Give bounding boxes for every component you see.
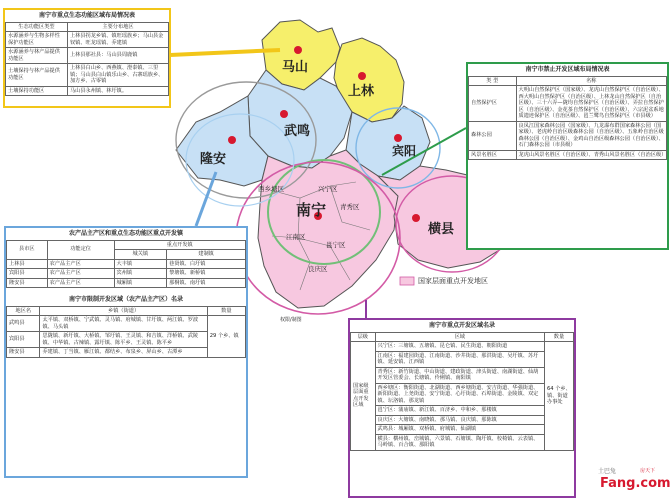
- table-cell: 上林县那社县：马山县周鹿镇: [67, 48, 168, 64]
- table-row: [6, 48, 169, 64]
- table-cell: 青秀区：新竹街道、中山街道、建政街道、津头街道、南湖街道、仙葫开发区管委会、长塘镇、伶俐镇、南阳镇: [375, 367, 544, 383]
- table-cell: 黎塘镇、新桥镇: [167, 269, 246, 279]
- table-cell: 横县：横州镇、峦城镇、六景镇、石塘镇、陶圩镇、校椅镇、云表镇、马岭镇、百合镇、那阳镇: [375, 434, 544, 450]
- table-header: 生态功能区类型: [6, 22, 68, 32]
- table-cell: 上林县: [7, 259, 48, 269]
- table-cell: 土壤保持与林产品提供功能区: [6, 64, 68, 87]
- table-row: [351, 383, 574, 406]
- table-cell: 水源涵养与生物多样性保护功能区: [6, 32, 68, 48]
- table-cell: 森林公园: [469, 121, 517, 150]
- table-row: [351, 367, 574, 383]
- table-header: 乡镇（街道）: [40, 306, 207, 316]
- table-cell: 巷贤镇、白圩镇: [167, 259, 246, 269]
- table-cell: 龙虎山风景名胜区（自治区级）、青秀山风景名胜区（自治区级）: [516, 150, 666, 160]
- table-row: [7, 259, 246, 269]
- leader-agri: [196, 172, 216, 226]
- label-hengxian: 横县: [428, 222, 455, 237]
- table-cell: 29 个乡、镇: [207, 316, 245, 358]
- watermark-small: 土巴兔: [598, 468, 617, 475]
- table-cell: 风景名胜区: [469, 150, 517, 160]
- table-cell: 兴宁区：三塘镇、五塘镇、昆仑镇、民生街道、朝阳街道: [375, 342, 544, 352]
- table-cell: 宾阳县: [7, 269, 48, 279]
- table-cell: 西乡塘区：衡阳街道、北湖街道、西乡塘街道、安吉街道、华强街道、新阳街道、上尧街道、安宁街道、心圩街道、石埠街道、金陵镇、双定镇、坛洛镇、那龙镇: [375, 383, 544, 406]
- table-header: 名称: [516, 76, 666, 86]
- table-header: 区域: [375, 332, 544, 342]
- table-cell: 上林县拐龙乡镇、镇旺瑶族乡；马山县金钗镇、旺龙瑶镇、乔建镇: [67, 32, 168, 48]
- panel-key-table: [350, 332, 574, 451]
- table-cell: 武鸣县: [7, 316, 40, 332]
- table-header: 城关镇: [114, 250, 167, 260]
- panel-agri-table2: [6, 306, 246, 358]
- table-cell: 宾阳县: [7, 332, 40, 348]
- table-cell: 思陇镇、新圩镇、大桥镇、邹圩镇、王灵镇、和吉镇、洋桥镇、武陵镇、中华镇、古辣镇、露圩镇、陈平乡、王灵镇、陈平乡: [40, 332, 207, 348]
- panel-ecology: [3, 8, 171, 108]
- label-shanglin: 上林: [348, 84, 375, 99]
- table-cell: 隆安县: [7, 348, 40, 358]
- table-header: 类 型: [469, 76, 517, 86]
- table-cell: 武鸣县：城厢镇、双桥镇、府城镇、仙湖镇: [375, 425, 544, 435]
- panel-forbidden: [466, 62, 669, 250]
- label-yongning: 邕宁区: [326, 241, 346, 249]
- table-cell: 农产品主产区: [47, 278, 114, 288]
- label-jiangnan: 江南区: [286, 233, 306, 241]
- panel-ecology-table: [5, 22, 169, 97]
- label-qingxiu: 青秀区: [340, 203, 360, 211]
- legend-label: 国家层面重点开发地区: [418, 277, 488, 285]
- label-longan: 隆安: [200, 152, 227, 167]
- table-row: [351, 342, 574, 352]
- table-row: [351, 425, 574, 435]
- table-row: [6, 86, 169, 96]
- table-header: 功能定位: [47, 240, 114, 259]
- table-cell: 上林县白山乡、西燕镇、澄泰镇、三里镇；马山县白山镇乐山乡、古寨瑶族乡、加方乡、古零镇: [67, 64, 168, 87]
- annotation-label: 权限/制图: [280, 317, 302, 323]
- table-row: [469, 150, 667, 160]
- panel-ecology-title: 南宁市重点生态功能区域布局情况表: [38, 12, 135, 19]
- table-cell: 国家级层面重点开发区域: [351, 342, 376, 451]
- table-row: [6, 32, 169, 48]
- table-cell: 农产品主产区: [47, 269, 114, 279]
- panel-agri: [4, 226, 248, 478]
- table-row: [6, 64, 169, 87]
- table-row: [7, 316, 246, 332]
- table-row: [351, 415, 574, 425]
- table-cell: 良凤江国家森林公园（国家级）、九龙瀑布群国家森林公园（国家级）、老虎岭自治区级森林公园（自治区级）、五象岭自治区级森林公园（自治区级）、金鸡山自治区级森林公园（自治区级）、石门森林公园（市县级）: [516, 121, 666, 150]
- table-row: [469, 86, 667, 122]
- watermark-brand: [600, 476, 671, 491]
- panel-agri-table: [6, 240, 246, 289]
- table-cell: 马山县永州镇、林圩镇。: [67, 86, 168, 96]
- table-row: [7, 269, 246, 279]
- panel-key: [348, 318, 576, 498]
- table-header: 地区名: [7, 306, 40, 316]
- label-xixiangtang: 西乡塘区: [258, 185, 284, 193]
- table-row: [351, 434, 574, 450]
- table-header: 主要分布地区: [67, 22, 168, 32]
- table-cell: 乔建镇、丁当镇、雁江镇、都结乡、布泉乡、屏山乡、古潭乡: [40, 348, 207, 358]
- table-row: [351, 351, 574, 367]
- table-cell: 大丰镇: [114, 259, 167, 269]
- table-cell: 良庆区：大塘镇、南晓镇、那马镇、良庆镇、那陈镇: [375, 415, 544, 425]
- label-binyang: 宾阳: [392, 144, 417, 158]
- panel-agri-title: 农产品主产区和重点生态功能区重点开发镇: [68, 230, 183, 237]
- panel-key-title: 南宁市重点开发区域名录: [428, 322, 495, 329]
- watermark-sub: 房天下: [640, 468, 656, 474]
- table-header: 重点开发镇: [114, 240, 245, 250]
- table-cell: 64 个乡、镇、街道办事处: [545, 342, 574, 451]
- table-cell: 水源涵养与林产品提供功能区: [6, 48, 68, 64]
- table-header: 建制镇: [167, 250, 246, 260]
- table-row: [351, 406, 574, 416]
- panel-agri-title2: 南宁市限制开发区域（农产品主产区）名录: [68, 296, 183, 303]
- panel-forbidden-table: [468, 76, 667, 161]
- table-cell: 宾州镇: [114, 269, 167, 279]
- table-cell: 太平镇、双桥镇、宁武镇、灵马镇、府城镇、甘圩镇、两江镇、罗波镇、马头镇: [40, 316, 207, 332]
- legend-swatch: [400, 277, 414, 285]
- label-wuming: 武鸣: [284, 124, 311, 139]
- table-cell: 大明山自然保护区（国家级）、龙虎山自然保护区（自治区级）、西大明山自然保护区（自治区级）、上林龙山自然保护区（自治区级）、三十六弄—陇均自然保护区（自治区级）、弄拉自然保护区（自治区级）、金花茶自然保护区（自治区级）、六宗泥盆系地质遗迹保护区（自治区级）、邕兰鹭鸟自然保护区（市县级）: [516, 86, 666, 122]
- table-cell: 农产品主产区: [47, 259, 114, 269]
- label-mashan: 马山: [282, 60, 309, 75]
- label-nanning: 南宁: [296, 201, 327, 219]
- table-header: 层级: [351, 332, 376, 342]
- table-cell: 土壤保持功能区: [6, 86, 68, 96]
- label-liangqing: 良庆区: [308, 265, 328, 273]
- table-cell: 邕宁区：蒲庙镇、新江镇、百济乡、中和乡、那楼镇: [375, 406, 544, 416]
- table-cell: 江南区：福建园街道、江南街道、沙井街道、那洪街道、吴圩镇、苏圩镇、延安镇、江西镇: [375, 351, 544, 367]
- table-cell: 那桐镇、南圩镇: [167, 278, 246, 288]
- panel-forbidden-title: 南宁市禁止开发区域布局情况表: [525, 66, 610, 73]
- table-header: 数量: [545, 332, 574, 342]
- label-xingning: 兴宁区: [318, 185, 338, 193]
- table-cell: 城厢镇: [114, 278, 167, 288]
- table-cell: 自然保护区: [469, 86, 517, 122]
- table-row: [7, 278, 246, 288]
- watermark-brand-text: Fang.com: [600, 476, 671, 491]
- table-row: [469, 121, 667, 150]
- table-header: 县市区: [7, 240, 48, 259]
- table-cell: 隆安县: [7, 278, 48, 288]
- table-header: 数量: [207, 306, 245, 316]
